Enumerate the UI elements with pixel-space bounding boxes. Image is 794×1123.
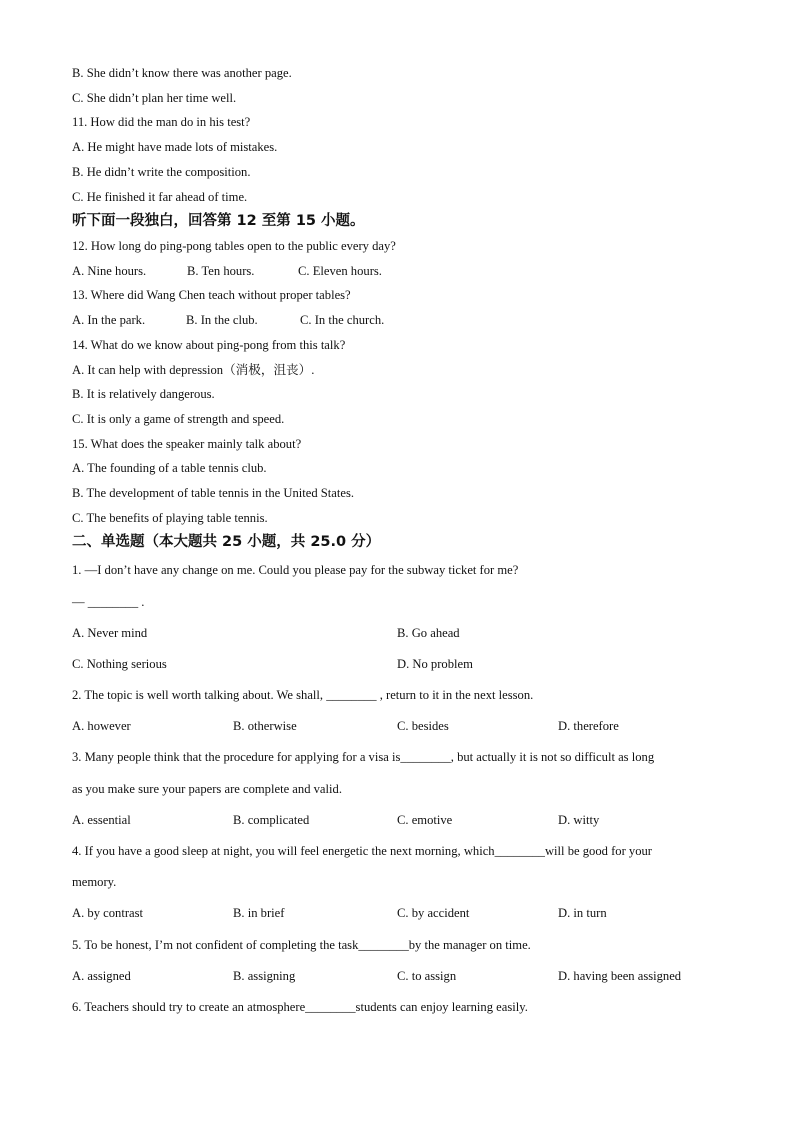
question-line: 6. Teachers should try to create an atmosphere________students can enjoy learning easily. — [72, 1000, 528, 1014]
answer-blank-line: — ________ . — [72, 595, 145, 609]
option-c: C. besides — [397, 719, 449, 733]
option-line: B. It is relatively dangerous. — [72, 387, 215, 401]
question-line: as you make sure your papers are complete and valid. — [72, 782, 342, 796]
question-line: 2. The topic is well worth talking about. We shall, ________ , return to it in the next lesson. — [72, 688, 534, 702]
question-line: 15. What does the speaker mainly talk about? — [72, 437, 302, 451]
option-b: B. complicated — [233, 813, 310, 827]
option-a: A. by contrast — [72, 906, 143, 920]
question-line: 14. What do we know about ping-pong from this talk? — [72, 338, 346, 352]
option-d: D. therefore — [558, 719, 619, 733]
question-line: 3. Many people think that the procedure for applying for a visa is________, but actually it is not so difficult as long — [72, 750, 655, 764]
question-line: 11. How did the man do in his test? — [72, 115, 251, 129]
option-a: A. Nine hours. — [72, 264, 147, 278]
option-a: A. Never mind — [72, 626, 148, 640]
option-c: C. to assign — [397, 969, 457, 983]
option-a: A. assigned — [72, 969, 131, 983]
option-line: C. It is only a game of strength and speed. — [72, 412, 285, 426]
section-heading: 听下面一段独白，回答第 12 至第 15 小题。 — [72, 213, 365, 229]
option-b: B. in brief — [233, 906, 285, 920]
option-a: A. essential — [72, 813, 131, 827]
option-line: B. The development of table tennis in the United States. — [72, 486, 355, 500]
question-line: 1. —I don’t have any change on me. Could you please pay for the subway ticket for me? — [72, 563, 519, 577]
option-d: D. witty — [558, 813, 600, 827]
option-c: C. Nothing serious — [72, 657, 167, 671]
question-line: memory. — [72, 875, 117, 889]
option-c: C. by accident — [397, 906, 470, 920]
option-a: A. however — [72, 719, 131, 733]
option-line: C. She didn’t plan her time well. — [72, 91, 237, 105]
option-a: A. In the park. — [72, 313, 146, 327]
option-c: C. Eleven hours. — [298, 264, 382, 278]
option-d: D. No problem — [397, 657, 473, 671]
option-c: C. emotive — [397, 813, 453, 827]
option-line: C. The benefits of playing table tennis. — [72, 511, 268, 525]
question-line: 13. Where did Wang Chen teach without proper tables? — [72, 288, 351, 302]
option-line: C. He finished it far ahead of time. — [72, 190, 248, 204]
question-line: 12. How long do ping-pong tables open to the public every day? — [72, 239, 396, 253]
option-line: B. He didn’t write the composition. — [72, 165, 251, 179]
option-line: A. He might have made lots of mistakes. — [72, 140, 278, 154]
option-b: B. otherwise — [233, 719, 297, 733]
question-line: 5. To be honest, I’m not confident of completing the task________by the manager on time. — [72, 938, 531, 952]
option-c: C. In the church. — [300, 313, 385, 327]
option-b: B. assigning — [233, 969, 296, 983]
option-d: D. having been assigned — [558, 969, 682, 983]
question-line: 4. If you have a good sleep at night, you will feel energetic the next morning, which________will be good for your — [72, 844, 652, 858]
section-heading: 二、单选题（本大题共 25 小题，共 25.0 分） — [72, 534, 381, 550]
option-b: B. In the club. — [186, 313, 258, 327]
option-b: B. Go ahead — [397, 626, 460, 640]
option-line: A. It can help with depression（消极，沮丧）. — [72, 363, 315, 377]
option-b: B. Ten hours. — [187, 264, 255, 278]
option-line: A. The founding of a table tennis club. — [72, 461, 267, 475]
option-d: D. in turn — [558, 906, 607, 920]
option-line: B. She didn’t know there was another page. — [72, 66, 292, 80]
